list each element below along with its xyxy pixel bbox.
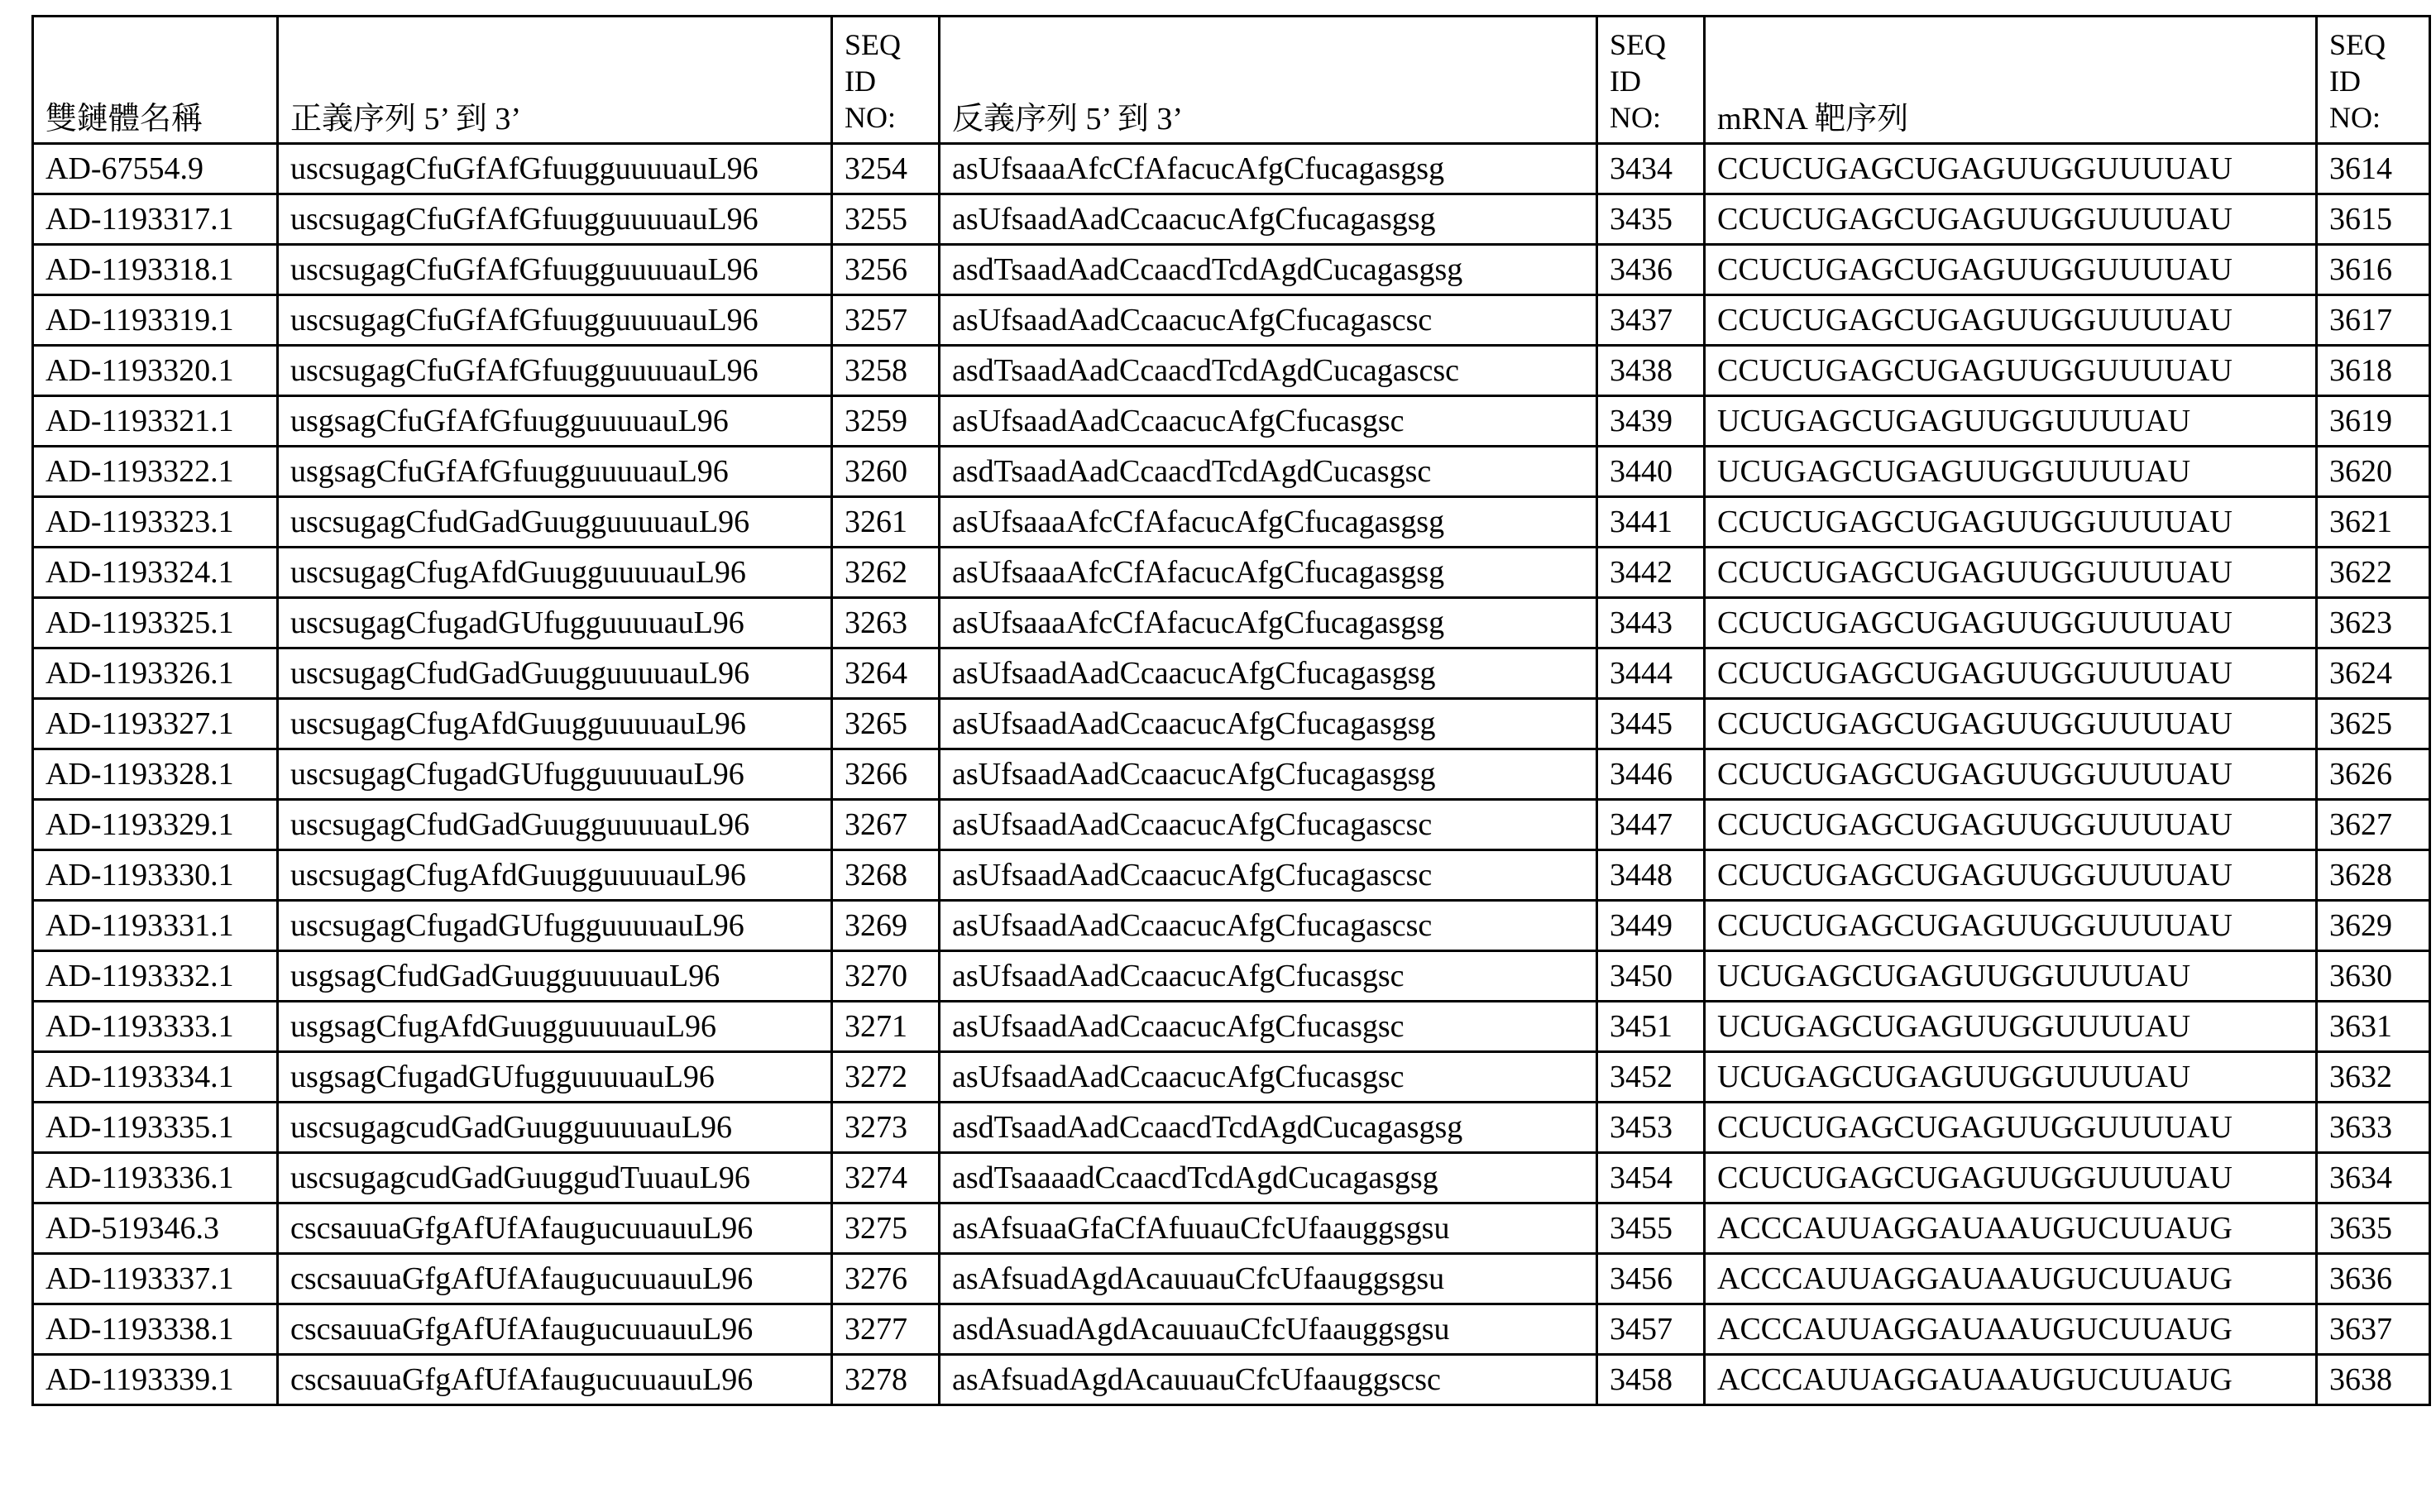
mrna-target-cell: ACCCAUUAGGAUAAUGUCUUAUG <box>1705 1355 2317 1405</box>
duplex-name-cell: AD-1193339.1 <box>33 1355 278 1405</box>
table-row <box>33 194 2430 245</box>
antisense-seq-id-cell: 3456 <box>1597 1254 1705 1304</box>
antisense-seq-id-cell: 3439 <box>1597 396 1705 447</box>
sense-seq-id-cell: 3254 <box>832 144 940 194</box>
table-row <box>33 548 2430 598</box>
antisense-seq-id-cell: 3447 <box>1597 800 1705 850</box>
antisense-seq-id-cell: 3434 <box>1597 144 1705 194</box>
antisense-sequence-cell: asdTsaadAadCcaacdTcdAgdCucagasgsg <box>940 245 1597 295</box>
antisense-sequence-cell: asdTsaadAadCcaacdTcdAgdCucagasgsg <box>940 1103 1597 1153</box>
antisense-sequence-cell: asUfsaadAadCcaacucAfgCfucagasgsg <box>940 194 1597 245</box>
mrna-seq-id-cell: 3635 <box>2317 1203 2430 1254</box>
table-row <box>33 800 2430 850</box>
duplex-name-cell: AD-1193338.1 <box>33 1304 278 1355</box>
sense-seq-id-cell: 3271 <box>832 1002 940 1052</box>
seq-id-label-line: ID <box>1610 65 1641 98</box>
sense-sequence-cell: cscsauuaGfgAfUfAfaugucuuauuL96 <box>278 1254 832 1304</box>
duplex-name-cell: AD-1193327.1 <box>33 699 278 749</box>
mrna-seq-id-cell: 3624 <box>2317 648 2430 699</box>
sense-sequence-cell: usgsagCfugadGUfugguuuuauL96 <box>278 1052 832 1103</box>
sense-sequence-cell: uscsugagCfugAfdGuugguuuuauL96 <box>278 699 832 749</box>
antisense-sequence-cell: asUfsaadAadCcaacucAfgCfucasgsc <box>940 1002 1597 1052</box>
duplex-name-cell: AD-1193334.1 <box>33 1052 278 1103</box>
sense-sequence-cell: uscsugagCfudGadGuugguuuuauL96 <box>278 648 832 699</box>
sense-sequence-cell: cscsauuaGfgAfUfAfaugucuuauuL96 <box>278 1304 832 1355</box>
header-sense-sequence: 正義序列 5’ 到 3’ <box>278 17 832 144</box>
sense-seq-id-cell: 3260 <box>832 447 940 497</box>
duplex-name-cell: AD-1193333.1 <box>33 1002 278 1052</box>
sense-sequence-cell: uscsugagcudGadGuugguuuuauL96 <box>278 1103 832 1153</box>
sense-sequence-cell: uscsugagCfugadGUfugguuuuauL96 <box>278 749 832 800</box>
mrna-seq-id-cell: 3627 <box>2317 800 2430 850</box>
duplex-name-cell: AD-1193332.1 <box>33 951 278 1002</box>
mrna-seq-id-cell: 3615 <box>2317 194 2430 245</box>
mrna-seq-id-cell: 3614 <box>2317 144 2430 194</box>
seq-id-label-line: NO: <box>845 101 896 134</box>
seq-id-label-line: NO: <box>2329 101 2381 134</box>
sense-sequence-cell: uscsugagCfudGadGuugguuuuauL96 <box>278 497 832 548</box>
antisense-sequence-cell: asUfsaaaAfcCfAfacucAfgCfucagasgsg <box>940 144 1597 194</box>
table-row <box>33 346 2430 396</box>
sense-seq-id-cell: 3272 <box>832 1052 940 1103</box>
sense-sequence-cell: usgsagCfugAfdGuugguuuuauL96 <box>278 1002 832 1052</box>
mrna-target-cell: CCUCUGAGCUGAGUUGGUUUUAU <box>1705 346 2317 396</box>
mrna-target-cell: ACCCAUUAGGAUAAUGUCUUAUG <box>1705 1203 2317 1254</box>
sense-sequence-cell: uscsugagCfugAfdGuugguuuuauL96 <box>278 548 832 598</box>
antisense-sequence-cell: asUfsaadAadCcaacucAfgCfucasgsc <box>940 1052 1597 1103</box>
mrna-seq-id-cell: 3621 <box>2317 497 2430 548</box>
table-row <box>33 1052 2430 1103</box>
sense-seq-id-cell: 3268 <box>832 850 940 901</box>
sense-seq-id-cell: 3273 <box>832 1103 940 1153</box>
mrna-seq-id-cell: 3634 <box>2317 1153 2430 1203</box>
antisense-seq-id-cell: 3446 <box>1597 749 1705 800</box>
header-duplex-name: 雙鏈體名稱 <box>33 17 278 144</box>
sense-seq-id-cell: 3266 <box>832 749 940 800</box>
antisense-seq-id-cell: 3442 <box>1597 548 1705 598</box>
sense-seq-id-cell: 3265 <box>832 699 940 749</box>
mrna-target-cell: CCUCUGAGCUGAGUUGGUUUUAU <box>1705 699 2317 749</box>
sense-seq-id-cell: 3264 <box>832 648 940 699</box>
antisense-seq-id-cell: 3448 <box>1597 850 1705 901</box>
mrna-target-cell: ACCCAUUAGGAUAAUGUCUUAUG <box>1705 1254 2317 1304</box>
mrna-seq-id-cell: 3631 <box>2317 1002 2430 1052</box>
sense-seq-id-cell: 3262 <box>832 548 940 598</box>
sense-sequence-cell: uscsugagCfuGfAfGfuugguuuuauL96 <box>278 194 832 245</box>
mrna-target-cell: UCUGAGCUGAGUUGGUUUUAU <box>1705 396 2317 447</box>
sense-seq-id-cell: 3269 <box>832 901 940 951</box>
mrna-target-cell: CCUCUGAGCUGAGUUGGUUUUAU <box>1705 295 2317 346</box>
antisense-sequence-cell: asUfsaadAadCcaacucAfgCfucasgsc <box>940 396 1597 447</box>
duplex-name-cell: AD-1193335.1 <box>33 1103 278 1153</box>
sense-sequence-cell: uscsugagcudGadGuuggudTuuauL96 <box>278 1153 832 1203</box>
antisense-seq-id-cell: 3457 <box>1597 1304 1705 1355</box>
mrna-target-cell: ACCCAUUAGGAUAAUGUCUUAUG <box>1705 1304 2317 1355</box>
sense-seq-id-cell: 3257 <box>832 295 940 346</box>
antisense-sequence-cell: asdAsuadAgdAcauuauCfcUfaauggsgsu <box>940 1304 1597 1355</box>
mrna-seq-id-cell: 3636 <box>2317 1254 2430 1304</box>
sense-sequence-cell: uscsugagCfuGfAfGfuugguuuuauL96 <box>278 245 832 295</box>
duplex-name-cell: AD-519346.3 <box>33 1203 278 1254</box>
mrna-seq-id-cell: 3623 <box>2317 598 2430 648</box>
sense-sequence-cell: usgsagCfuGfAfGfuugguuuuauL96 <box>278 447 832 497</box>
duplex-name-cell: AD-1193322.1 <box>33 447 278 497</box>
duplex-name-cell: AD-1193320.1 <box>33 346 278 396</box>
sense-seq-id-cell: 3278 <box>832 1355 940 1405</box>
sense-sequence-cell: uscsugagCfuGfAfGfuugguuuuauL96 <box>278 295 832 346</box>
duplex-name-cell: AD-1193323.1 <box>33 497 278 548</box>
antisense-seq-id-cell: 3450 <box>1597 951 1705 1002</box>
mrna-seq-id-cell: 3625 <box>2317 699 2430 749</box>
mrna-target-cell: UCUGAGCUGAGUUGGUUUUAU <box>1705 447 2317 497</box>
seq-id-label-line: SEQ <box>1610 28 1667 61</box>
duplex-name-cell: AD-1193330.1 <box>33 850 278 901</box>
antisense-sequence-cell: asUfsaaaAfcCfAfacucAfgCfucagasgsg <box>940 548 1597 598</box>
sense-sequence-cell: usgsagCfuGfAfGfuugguuuuauL96 <box>278 396 832 447</box>
table-row <box>33 951 2430 1002</box>
mrna-seq-id-cell: 3616 <box>2317 245 2430 295</box>
mrna-target-cell: UCUGAGCUGAGUUGGUUUUAU <box>1705 1002 2317 1052</box>
table-row <box>33 648 2430 699</box>
duplex-name-cell: AD-1193325.1 <box>33 598 278 648</box>
antisense-sequence-cell: asUfsaadAadCcaacucAfgCfucasgsc <box>940 951 1597 1002</box>
antisense-seq-id-cell: 3440 <box>1597 447 1705 497</box>
sense-sequence-cell: uscsugagCfuGfAfGfuugguuuuauL96 <box>278 144 832 194</box>
table-row <box>33 1203 2430 1254</box>
table-row <box>33 144 2430 194</box>
seq-id-label-line: SEQ <box>2329 28 2386 61</box>
mrna-seq-id-cell: 3633 <box>2317 1103 2430 1153</box>
seq-id-label-line: ID <box>2329 65 2361 98</box>
table-row <box>33 901 2430 951</box>
sense-sequence-cell: usgsagCfudGadGuugguuuuauL96 <box>278 951 832 1002</box>
antisense-seq-id-cell: 3445 <box>1597 699 1705 749</box>
sense-sequence-cell: uscsugagCfugAfdGuugguuuuauL96 <box>278 850 832 901</box>
seq-id-label-line: NO: <box>1610 101 1661 134</box>
sense-sequence-cell: cscsauuaGfgAfUfAfaugucuuauuL96 <box>278 1203 832 1254</box>
mrna-target-cell: CCUCUGAGCUGAGUUGGUUUUAU <box>1705 901 2317 951</box>
table-row <box>33 749 2430 800</box>
table-body <box>33 144 2430 1405</box>
sense-seq-id-cell: 3275 <box>832 1203 940 1254</box>
table-row <box>33 497 2430 548</box>
mrna-seq-id-cell: 3630 <box>2317 951 2430 1002</box>
duplex-name-cell: AD-1193329.1 <box>33 800 278 850</box>
sense-seq-id-cell: 3270 <box>832 951 940 1002</box>
mrna-target-cell: CCUCUGAGCUGAGUUGGUUUUAU <box>1705 194 2317 245</box>
mrna-seq-id-cell: 3632 <box>2317 1052 2430 1103</box>
seq-id-label-line: SEQ <box>845 28 902 61</box>
seq-id-label-line: ID <box>845 65 876 98</box>
antisense-seq-id-cell: 3454 <box>1597 1153 1705 1203</box>
antisense-seq-id-cell: 3435 <box>1597 194 1705 245</box>
duplex-name-cell: AD-1193317.1 <box>33 194 278 245</box>
antisense-sequence-cell: asUfsaaaAfcCfAfacucAfgCfucagasgsg <box>940 598 1597 648</box>
sequence-table <box>31 15 2431 1406</box>
duplex-name-cell: AD-1193321.1 <box>33 396 278 447</box>
mrna-seq-id-cell: 3622 <box>2317 548 2430 598</box>
table-row <box>33 1002 2430 1052</box>
sense-seq-id-cell: 3274 <box>832 1153 940 1203</box>
mrna-seq-id-cell: 3638 <box>2317 1355 2430 1405</box>
table-row <box>33 447 2430 497</box>
sense-seq-id-cell: 3261 <box>832 497 940 548</box>
sense-sequence-cell: uscsugagCfudGadGuugguuuuauL96 <box>278 800 832 850</box>
table-row <box>33 1153 2430 1203</box>
mrna-target-cell: CCUCUGAGCUGAGUUGGUUUUAU <box>1705 598 2317 648</box>
sense-seq-id-cell: 3263 <box>832 598 940 648</box>
table-row <box>33 598 2430 648</box>
duplex-name-cell: AD-1193336.1 <box>33 1153 278 1203</box>
mrna-target-cell: UCUGAGCUGAGUUGGUUUUAU <box>1705 951 2317 1002</box>
mrna-seq-id-cell: 3620 <box>2317 447 2430 497</box>
mrna-target-cell: CCUCUGAGCUGAGUUGGUUUUAU <box>1705 548 2317 598</box>
mrna-seq-id-cell: 3617 <box>2317 295 2430 346</box>
sense-seq-id-cell: 3276 <box>832 1254 940 1304</box>
mrna-target-cell: CCUCUGAGCUGAGUUGGUUUUAU <box>1705 850 2317 901</box>
mrna-target-cell: CCUCUGAGCUGAGUUGGUUUUAU <box>1705 1153 2317 1203</box>
antisense-seq-id-cell: 3438 <box>1597 346 1705 396</box>
sense-sequence-cell: uscsugagCfugadGUfugguuuuauL96 <box>278 598 832 648</box>
sense-seq-id-cell: 3259 <box>832 396 940 447</box>
mrna-target-cell: CCUCUGAGCUGAGUUGGUUUUAU <box>1705 648 2317 699</box>
table-row <box>33 850 2430 901</box>
antisense-seq-id-cell: 3437 <box>1597 295 1705 346</box>
table-row <box>33 396 2430 447</box>
mrna-target-cell: CCUCUGAGCUGAGUUGGUUUUAU <box>1705 245 2317 295</box>
antisense-seq-id-cell: 3441 <box>1597 497 1705 548</box>
mrna-seq-id-cell: 3618 <box>2317 346 2430 396</box>
sense-sequence-cell: cscsauuaGfgAfUfAfaugucuuauuL96 <box>278 1355 832 1405</box>
mrna-seq-id-cell: 3629 <box>2317 901 2430 951</box>
header-mrna-seq-id <box>2317 17 2430 144</box>
antisense-seq-id-cell: 3452 <box>1597 1052 1705 1103</box>
antisense-sequence-cell: asUfsaadAadCcaacucAfgCfucagascsc <box>940 295 1597 346</box>
mrna-target-cell: CCUCUGAGCUGAGUUGGUUUUAU <box>1705 800 2317 850</box>
antisense-seq-id-cell: 3444 <box>1597 648 1705 699</box>
mrna-target-cell: CCUCUGAGCUGAGUUGGUUUUAU <box>1705 749 2317 800</box>
mrna-target-cell: CCUCUGAGCUGAGUUGGUUUUAU <box>1705 144 2317 194</box>
antisense-sequence-cell: asAfsuadAgdAcauuauCfcUfaauggscsc <box>940 1355 1597 1405</box>
table-row <box>33 245 2430 295</box>
antisense-sequence-cell: asdTsaaaadCcaacdTcdAgdCucagasgsg <box>940 1153 1597 1203</box>
antisense-seq-id-cell: 3455 <box>1597 1203 1705 1254</box>
table-row <box>33 295 2430 346</box>
antisense-sequence-cell: asAfsuaaGfaCfAfuuauCfcUfaauggsgsu <box>940 1203 1597 1254</box>
antisense-seq-id-cell: 3436 <box>1597 245 1705 295</box>
header-antisense-sequence: 反義序列 5’ 到 3’ <box>940 17 1597 144</box>
sense-seq-id-cell: 3258 <box>832 346 940 396</box>
mrna-target-cell: CCUCUGAGCUGAGUUGGUUUUAU <box>1705 497 2317 548</box>
mrna-target-cell: CCUCUGAGCUGAGUUGGUUUUAU <box>1705 1103 2317 1153</box>
table-row <box>33 1254 2430 1304</box>
sense-sequence-cell: uscsugagCfuGfAfGfuugguuuuauL96 <box>278 346 832 396</box>
antisense-sequence-cell: asUfsaadAadCcaacucAfgCfucagasgsg <box>940 749 1597 800</box>
duplex-name-cell: AD-1193319.1 <box>33 295 278 346</box>
mrna-seq-id-cell: 3628 <box>2317 850 2430 901</box>
antisense-sequence-cell: asUfsaadAadCcaacucAfgCfucagasgsg <box>940 699 1597 749</box>
header-row <box>33 17 2430 144</box>
antisense-sequence-cell: asUfsaadAadCcaacucAfgCfucagasgsg <box>940 648 1597 699</box>
antisense-seq-id-cell: 3451 <box>1597 1002 1705 1052</box>
duplex-name-cell: AD-1193337.1 <box>33 1254 278 1304</box>
sense-seq-id-cell: 3255 <box>832 194 940 245</box>
duplex-name-cell: AD-1193331.1 <box>33 901 278 951</box>
header-mrna-target: mRNA 靶序列 <box>1705 17 2317 144</box>
duplex-name-cell: AD-1193326.1 <box>33 648 278 699</box>
mrna-seq-id-cell: 3637 <box>2317 1304 2430 1355</box>
sense-seq-id-cell: 3277 <box>832 1304 940 1355</box>
duplex-name-cell: AD-1193318.1 <box>33 245 278 295</box>
antisense-seq-id-cell: 3443 <box>1597 598 1705 648</box>
antisense-sequence-cell: asdTsaadAadCcaacdTcdAgdCucasgsc <box>940 447 1597 497</box>
mrna-target-cell: UCUGAGCUGAGUUGGUUUUAU <box>1705 1052 2317 1103</box>
table-row <box>33 1304 2430 1355</box>
table-row <box>33 1103 2430 1153</box>
sense-seq-id-cell: 3256 <box>832 245 940 295</box>
header-antisense-seq-id <box>1597 17 1705 144</box>
antisense-sequence-cell: asUfsaadAadCcaacucAfgCfucagascsc <box>940 901 1597 951</box>
header-sense-seq-id <box>832 17 940 144</box>
table-row <box>33 1355 2430 1405</box>
mrna-seq-id-cell: 3626 <box>2317 749 2430 800</box>
mrna-seq-id-cell: 3619 <box>2317 396 2430 447</box>
antisense-sequence-cell: asUfsaaaAfcCfAfacucAfgCfucagasgsg <box>940 497 1597 548</box>
sense-seq-id-cell: 3267 <box>832 800 940 850</box>
antisense-seq-id-cell: 3458 <box>1597 1355 1705 1405</box>
sense-sequence-cell: uscsugagCfugadGUfugguuuuauL96 <box>278 901 832 951</box>
duplex-name-cell: AD-1193324.1 <box>33 548 278 598</box>
duplex-name-cell: AD-67554.9 <box>33 144 278 194</box>
antisense-sequence-cell: asUfsaadAadCcaacucAfgCfucagascsc <box>940 800 1597 850</box>
duplex-name-cell: AD-1193328.1 <box>33 749 278 800</box>
antisense-sequence-cell: asAfsuadAgdAcauuauCfcUfaauggsgsu <box>940 1254 1597 1304</box>
antisense-sequence-cell: asdTsaadAadCcaacdTcdAgdCucagascsc <box>940 346 1597 396</box>
antisense-seq-id-cell: 3453 <box>1597 1103 1705 1153</box>
antisense-seq-id-cell: 3449 <box>1597 901 1705 951</box>
antisense-sequence-cell: asUfsaadAadCcaacucAfgCfucagascsc <box>940 850 1597 901</box>
table-row <box>33 699 2430 749</box>
